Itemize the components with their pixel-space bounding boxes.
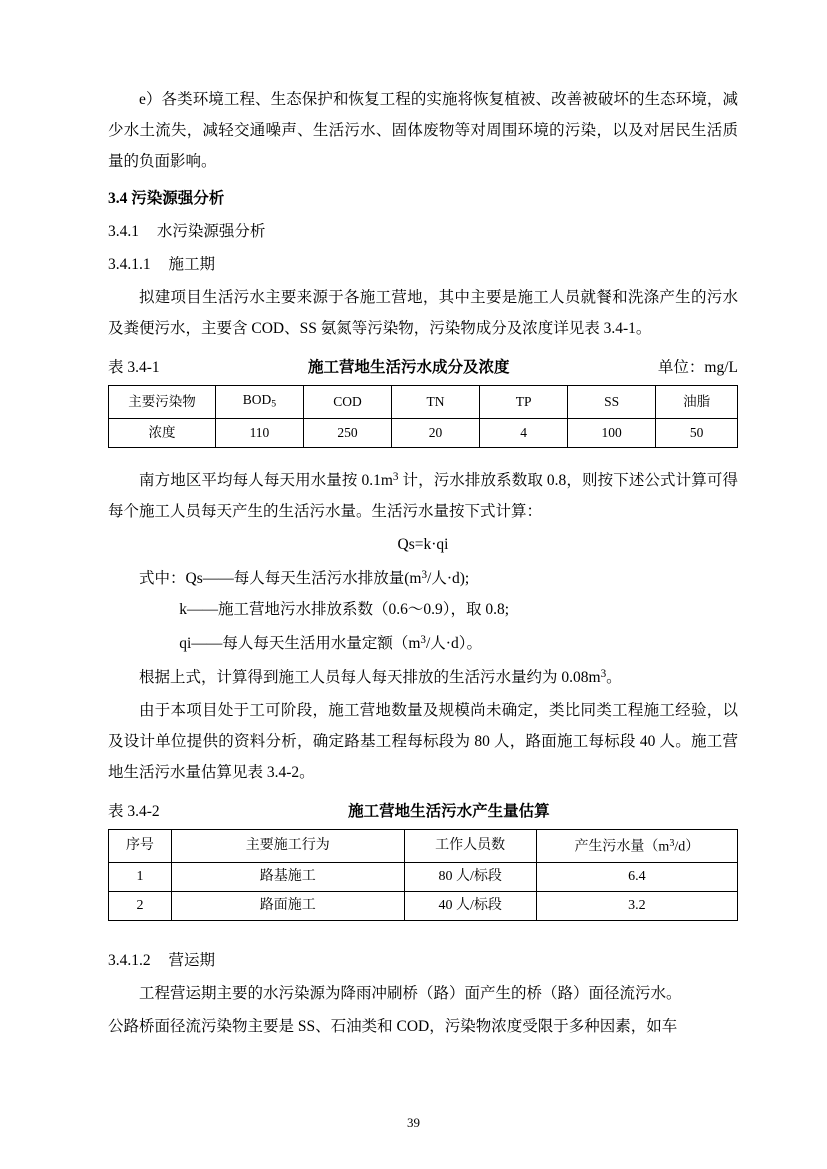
table-sewage-composition xyxy=(108,385,738,448)
table-2-number: 表 3.4-2 xyxy=(108,803,160,821)
table-2-title: 施工营地生活污水产生量估算 xyxy=(348,803,550,821)
table-1-cell-0-1: 110 xyxy=(215,419,303,448)
table-1-cell-0-6: 50 xyxy=(656,419,738,448)
table-row xyxy=(109,863,738,892)
table-row xyxy=(109,419,738,448)
table-1-unit: 单位：mg/L xyxy=(657,359,738,376)
table-2-header-cell-2: 工作人员数 xyxy=(404,830,536,863)
table-2-cell-1-2: 40 人/标段 xyxy=(404,892,536,921)
paragraph-water-usage: 南方地区平均每人每天用水量按 $0.1m^3$ 计，污水排放系数取 0.8，则按下述公式计算可得每个施工人员每天产生的生活污水量。生活污水量按下式计算： xyxy=(108,471,738,521)
table-1-cell-0-3: 20 xyxy=(392,419,480,448)
table-1-header-cell-3: TN xyxy=(392,386,480,419)
section-title-3-4-1: 水污染源强分析 xyxy=(156,223,266,240)
table-2-header-cell-1: 主要施工行为 xyxy=(171,830,404,863)
table-1-cell-0-0: 浓度 xyxy=(109,419,216,448)
table-1-caption xyxy=(108,354,738,382)
table-1-number: 表 3.4-1 xyxy=(108,359,160,376)
table-1-cell-0-4: 4 xyxy=(480,419,568,448)
table-2-header-cell-0: 序号 xyxy=(109,830,172,863)
where-line-k: k——施工营地污水排放系数（0.6～0.9），取 0.8; xyxy=(179,601,510,619)
table-2-cell-1-0: 2 xyxy=(109,892,172,921)
table-2-cell-0-2: 80 人/标段 xyxy=(404,863,536,892)
table-2-cell-1-1: 路面施工 xyxy=(171,892,404,921)
section-heading-3-4: 3.4 污染源强分析 xyxy=(108,190,225,207)
section-heading-3-4-1-2 xyxy=(108,945,738,976)
table-2-caption xyxy=(108,798,738,826)
spacer xyxy=(108,452,738,462)
paragraph-e: e）各类环境工程、生态保护和恢复工程的实施将恢复植被、改善被破坏的生态环境，减少水土流失，减轻交通噪声、生活污水、固体废物等对周围环境的污染，以及对居民生活质量的负面影响。 xyxy=(108,91,738,170)
page-number: 39 xyxy=(407,1115,420,1130)
spacer xyxy=(108,925,738,943)
where-line-qi: qi——每人每天生活用水量定额（$m^3/$人·d）。 xyxy=(179,634,482,653)
table-2-cell-0-3: 6.4 xyxy=(536,863,737,892)
table-header-row xyxy=(109,830,738,863)
table-header-row xyxy=(109,386,738,419)
paragraph-operation-2: 公路桥面径流污染物主要是 SS、石油类和 COD，污染物浓度受限于多种因素，如车 xyxy=(108,1018,678,1036)
table-1-header-cell-0: 主要污染物 xyxy=(109,386,216,419)
table-1-header-cell-4: TP xyxy=(480,386,568,419)
paragraph-stage: 由于本项目处于工可阶段，施工营地数量及规模尚未确定，类比同类工程施工经验，以及设计单位提供的资料分析，确定路基工程每标段为 80 人，路面施工每标段 40 人。施工营地生活污水量估算见表 3.4-2。 xyxy=(108,702,738,782)
section-heading-3-4-1 xyxy=(108,216,738,247)
paragraph-operation-1: 工程营运期主要的水污染源为降雨冲刷桥（路）面产生的桥（路）面径流污水。 xyxy=(139,985,682,1003)
section-heading-3-4-1-1 xyxy=(108,249,738,280)
table-row xyxy=(109,892,738,921)
section-title-3-4-1-2: 营运期 xyxy=(168,952,216,970)
where-line-qs: 式中：Qs——每人每天生活污水排放量($m^3/$人·d); xyxy=(139,569,470,588)
section-title-3-4-1-1: 施工期 xyxy=(168,256,216,273)
page-content xyxy=(108,84,738,1044)
section-number-3-4-1-2: 3.4.1.2 xyxy=(108,952,151,970)
table-1-cell-0-2: 250 xyxy=(303,419,391,448)
section-number-3-4-1: 3.4.1 xyxy=(108,223,139,240)
formula-qs: Qs=k·qi xyxy=(397,536,449,554)
paragraph-construction-wastewater: 拟建项目生活污水主要来源于各施工营地，其中主要是施工人员就餐和洗涤产生的污水及粪便污水，主要含 COD、SS 氨氮等污染物，污染物成分及浓度详见表 3.4-1。 xyxy=(108,289,738,337)
table-2-cell-0-1: 路基施工 xyxy=(171,863,404,892)
table-2-header-cell-3: 产生污水量$(m^3/d)$ xyxy=(536,830,737,863)
table-sewage-estimate xyxy=(108,829,738,921)
table-1-title: 施工营地生活污水成分及浓度 xyxy=(308,359,510,376)
table-2-cell-0-0: 1 xyxy=(109,863,172,892)
table-1-header-cell-6: 油脂 xyxy=(656,386,738,419)
table-1-cell-0-5: 100 xyxy=(568,419,656,448)
section-number-3-4-1-1: 3.4.1.1 xyxy=(108,256,151,273)
table-2-cell-1-3: 3.2 xyxy=(536,892,737,921)
table-1-header-cell-1: $BOD_5$ xyxy=(215,386,303,419)
table-1-header-cell-2: COD xyxy=(303,386,391,419)
table-1-header-cell-5: SS xyxy=(568,386,656,419)
paragraph-result: 根据上式，计算得到施工人员每人每天排放的生活污水量约为 $0.08m^3$。 xyxy=(139,668,622,687)
